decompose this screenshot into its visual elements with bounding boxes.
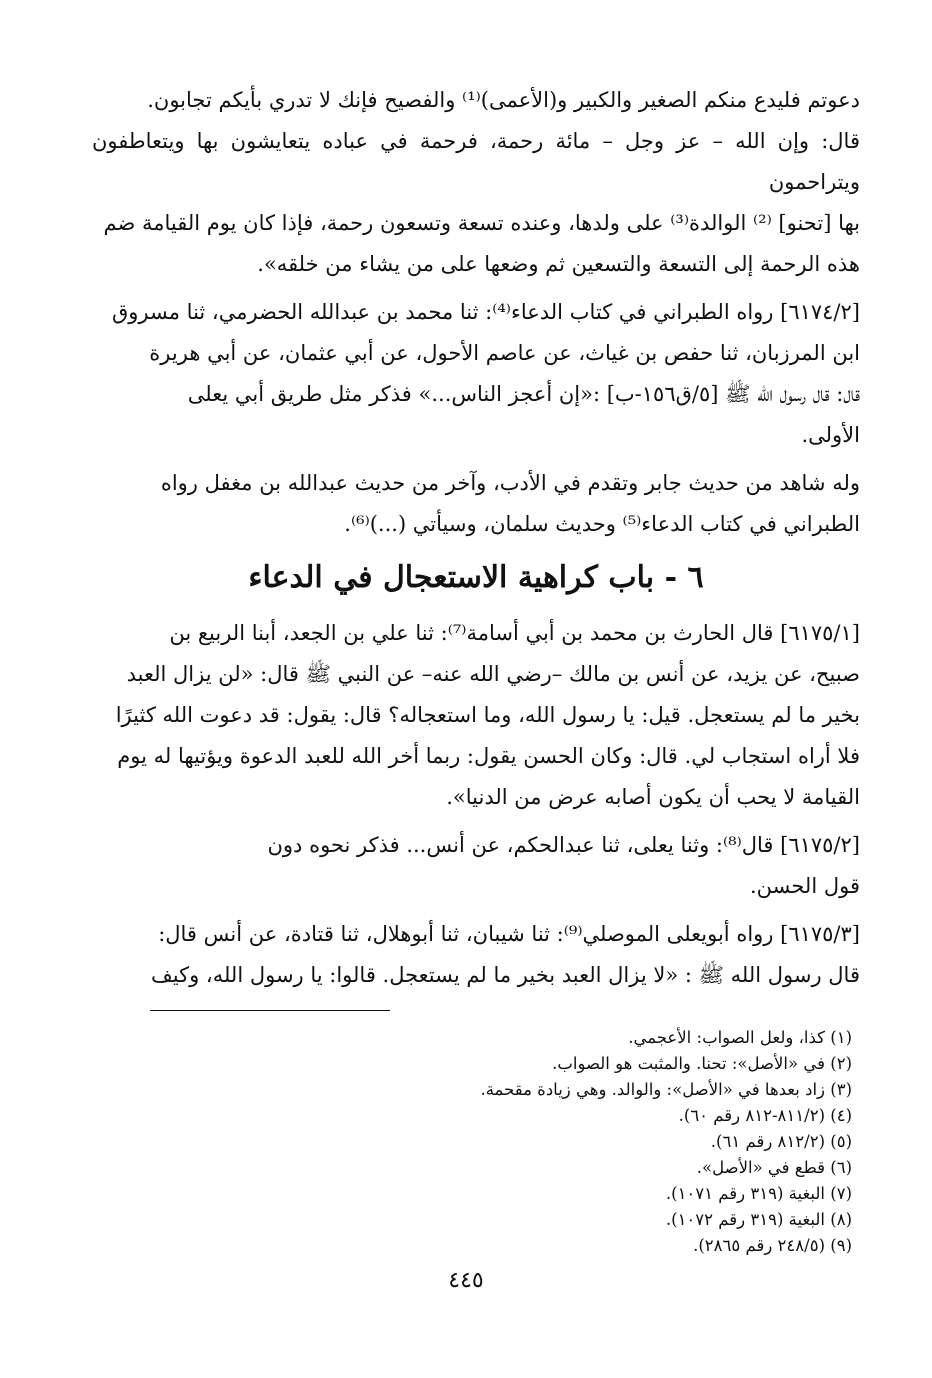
paragraph-shahid <box>92 463 860 545</box>
text-line: دعوتم فليدع منكم الصغير والكبير و(الأعمى)⁽¹⁾ والفصيح فإنك لا تدري بأيكم تجابون. <box>147 88 860 112</box>
footnote: (٣) زاد بعدها في «الأصل»: والوالد. وهي زيادة مقحمة. <box>480 1080 852 1099</box>
footnote: (٥) (٨١٢/٢ رقم ٦١). <box>710 1132 852 1151</box>
footnotes <box>92 1025 852 1259</box>
text-line: [٦١٧٥/٣] رواه أبويعلى الموصلي⁽⁹⁾: ثنا شيبان، ثنا أبوهلال، ثنا قتادة، عن أنس قال: <box>158 922 860 946</box>
text-line: [٦١٧٥/٢] قال⁽⁸⁾: وثنا يعلى، ثنا عبدالحكم، عن أنس... فذكر نحوه دون <box>267 833 860 857</box>
text-line: هذه الرحمة إلى التسعة والتسعين ثم وضعها على من يشاء من خلقه». <box>257 252 860 276</box>
text-line: صبيح، عن يزيد، عن أنس بن مالك –رضي الله عنه– عن النبي ﷺ قال: «لن يزال العبد <box>126 662 860 686</box>
paragraph-hadith-6175-3 <box>92 914 860 996</box>
text-line: ابن المرزبان، ثنا حفص بن غياث، عن عاصم الأحول، عن أبي عثمان، عن أبي هريرة <box>149 341 860 365</box>
text-line: قال: وإن الله – عز وجل – مائة رحمة، فرحمة في عباده يتعايشون بها ويتعاطفون ويتراحمون <box>92 129 860 194</box>
text-line: [٦١٧٥/١] قال الحارث بن محمد بن أبي أسامة⁽⁷⁾: ثنا علي بن الجعد، أبنا الربيع بن <box>169 621 860 645</box>
paragraph-hadith-6175-2 <box>92 825 860 907</box>
text-line: القيامة لا يحب أن يكون أصابه عرض من الدنيا». <box>446 785 860 809</box>
chapter-heading: ٦ - باب كراهية الاستعجال في الدعاء <box>248 560 704 595</box>
text-line: قال: قال رسول الله ﷺ [٥/ق١٥٦-ب] :«إن أعجز الناس...» فذكر مثل طريق أبي يعلى <box>187 382 860 406</box>
paragraph-hadith-continuation <box>92 80 860 285</box>
footnote-divider <box>150 1010 390 1011</box>
text-line: بخير ما لم يستعجل. قيل: يا رسول الله، وما استعجاله؟ قال: يقول: قد دعوت الله كثيرًا <box>115 703 860 727</box>
footnote: (٩) (٢٤٨/٥ رقم ٢٨٦٥). <box>693 1236 852 1255</box>
text-line: قول الحسن. <box>749 874 860 898</box>
paragraph-hadith-6174-2 <box>92 292 860 456</box>
text-line: وله شاهد من حديث جابر وتقدم في الأدب، وآخر من حديث عبدالله بن مغفل رواه <box>160 471 860 495</box>
paragraph-hadith-6175-1 <box>92 613 860 818</box>
page-number: ٤٤٥ <box>448 1268 484 1293</box>
text-line: الأولى. <box>801 423 860 447</box>
footnote: (٦) قطع في «الأصل». <box>696 1158 852 1177</box>
text-line: [٦١٧٤/٢] رواه الطبراني في كتاب الدعاء⁽⁴⁾: ثنا محمد بن عبدالله الحضرمي، ثنا مسروق <box>112 300 860 324</box>
footnote: (٧) البغية (٣١٩ رقم ١٠٧١). <box>665 1184 852 1203</box>
text-line: الطبراني في كتاب الدعاء⁽⁵⁾ وحديث سلمان، وسيأتي (...)⁽⁶⁾. <box>344 512 860 536</box>
footnote: (٤) (٨١١/٢-٨١٢ رقم ٦٠). <box>678 1106 852 1125</box>
text-line: فلا أراه استجاب لي. قال: وكان الحسن يقول: ربما أخر الله للعبد الدعوة ويؤتيها له يوم <box>117 744 860 768</box>
footnote: (٢) في «الأصل»: تحنا. والمثبت هو الصواب. <box>552 1054 852 1073</box>
footnote: (٨) البغية (٣١٩ رقم ١٠٧٢). <box>665 1210 852 1229</box>
footnote: (١) كذا، ولعل الصواب: الأعجمي. <box>628 1028 852 1047</box>
text-line: قال رسول الله ﷺ : «لا يزال العبد بخير ما لم يستعجل. قالوا: يا رسول الله، وكيف <box>151 963 860 987</box>
text-line: بها [تحنو] ⁽²⁾ الوالدة⁽³⁾ على ولدها، وعنده تسعة وتسعون رحمة، فإذا كان يوم القيامة ضم <box>103 211 860 235</box>
